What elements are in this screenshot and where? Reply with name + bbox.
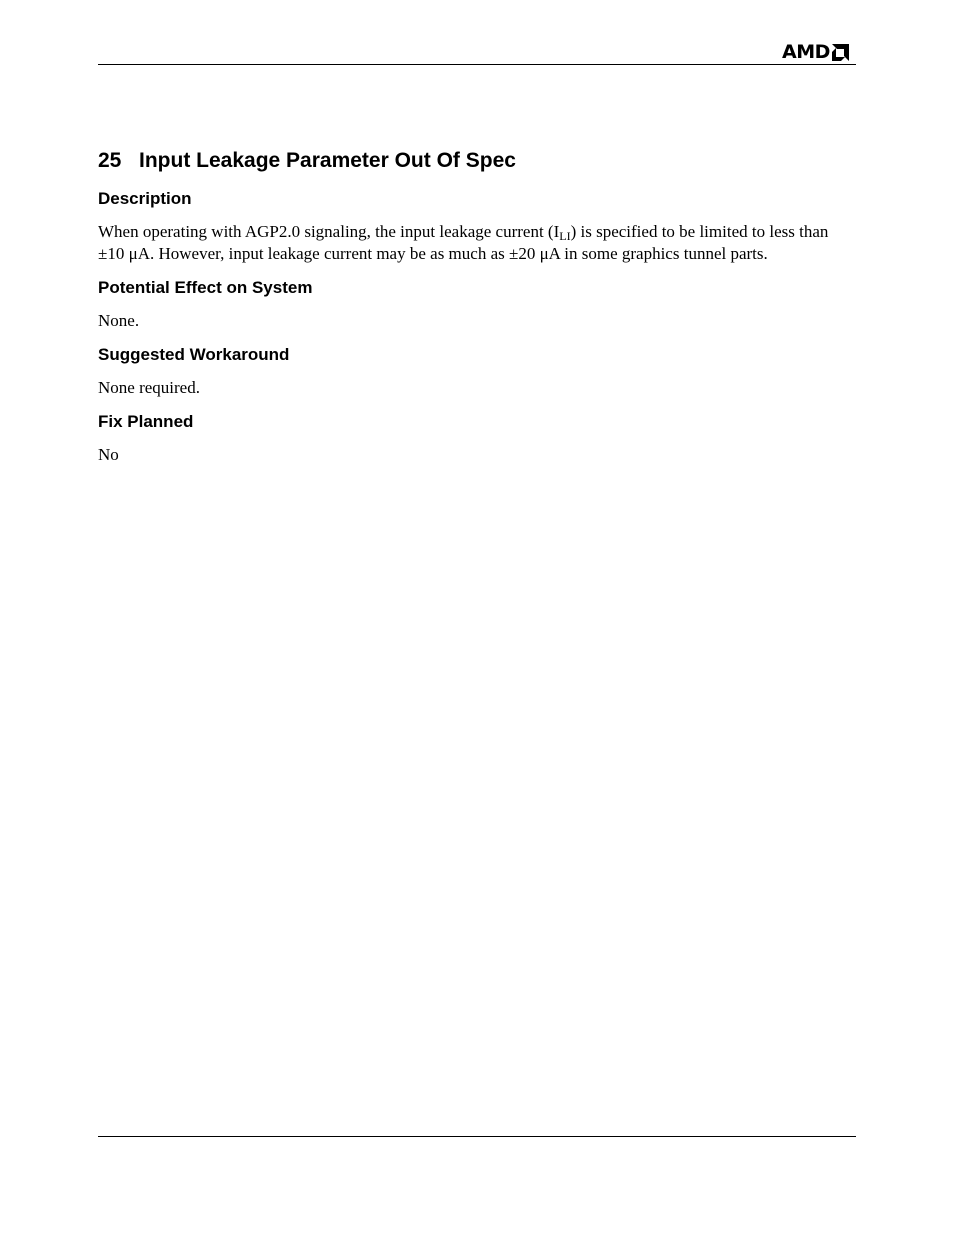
- description-text-start: When operating with AGP2.0 signaling, the input leakage current (I: [98, 222, 560, 241]
- description-heading: Description: [98, 189, 192, 208]
- suggested-workaround-heading: Suggested Workaround: [98, 345, 290, 364]
- section-title: [98, 146, 856, 176]
- section-title-text: Input Leakage Parameter Out Of Spec: [139, 149, 516, 172]
- header-rule: [98, 64, 856, 65]
- amd-logo-text: AMD: [782, 41, 830, 63]
- potential-effect-heading: Potential Effect on System: [98, 278, 313, 297]
- potential-effect-text: None.: [98, 311, 140, 330]
- fix-planned-text: No: [98, 445, 119, 464]
- amd-logo: [782, 42, 849, 62]
- description-text: [98, 221, 856, 265]
- description-text-end: ) is specified to be limited to less than ±10 μA. However, input leakage current may be as much as ±20 μA in some graphics tunnel parts.: [98, 222, 829, 263]
- suggested-workaround-text: None required.: [98, 378, 200, 397]
- fix-planned-heading: Fix Planned: [98, 412, 194, 431]
- leakage-subscript: LI: [559, 229, 571, 243]
- footer-rule: [98, 1136, 856, 1137]
- section-number: 25: [98, 149, 122, 172]
- document-body: [98, 146, 856, 478]
- amd-arrow-icon: [832, 44, 849, 61]
